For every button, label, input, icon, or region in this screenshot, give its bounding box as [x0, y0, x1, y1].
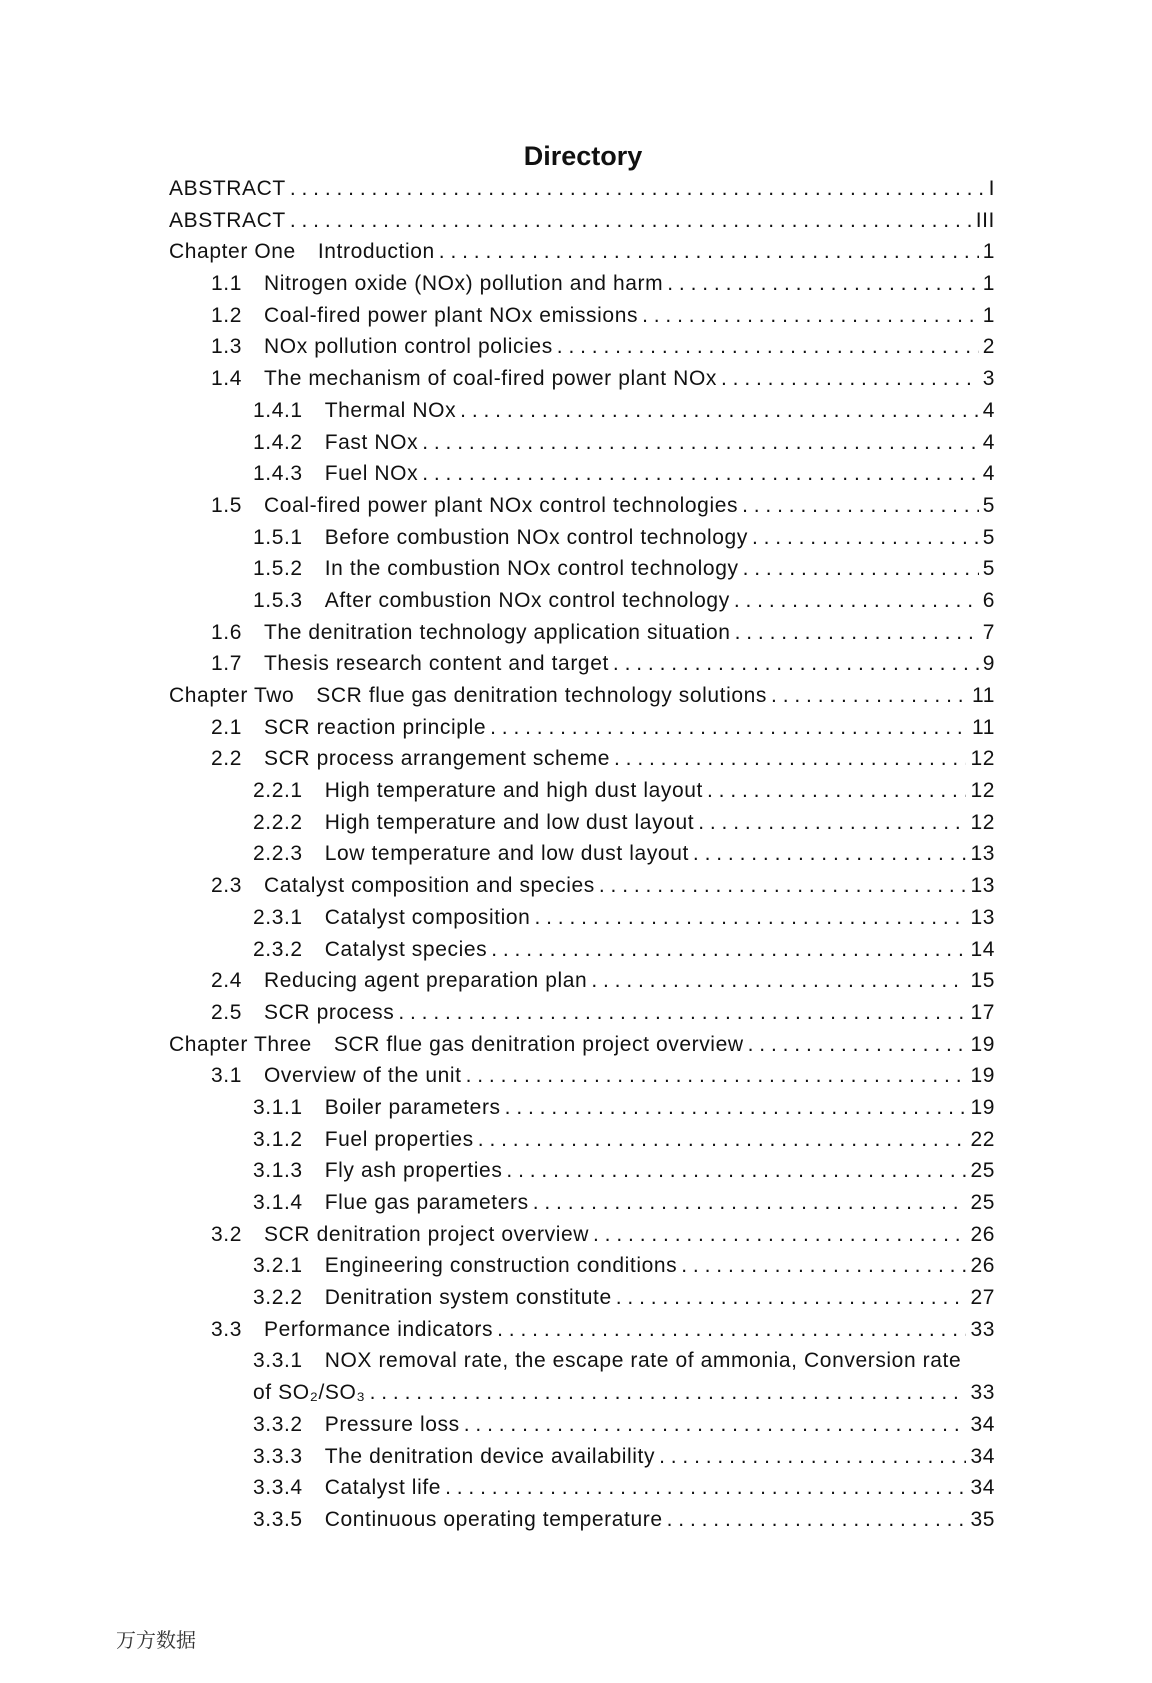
toc-entry[interactable]	[169, 1219, 995, 1251]
toc-entry-number: Chapter Two	[169, 684, 295, 707]
dot-leader	[698, 807, 966, 839]
dot-leader	[591, 965, 966, 997]
toc-entry-title: Fast NOx	[324, 430, 419, 454]
toc-entry[interactable]	[169, 934, 995, 966]
toc-entry-continuation[interactable]	[169, 1377, 995, 1409]
dot-leader	[398, 997, 966, 1029]
toc-entry-number: 3.2.2	[253, 1286, 303, 1310]
toc-entry-number: 3.3	[211, 1317, 242, 1341]
toc-entry[interactable]	[169, 1409, 995, 1441]
toc-entry-page: 5	[982, 557, 995, 581]
toc-entry-title: SCR process	[264, 1000, 395, 1024]
toc-entry-title: Before combustion NOx control technology	[324, 525, 748, 549]
toc-entry-title: Fuel properties	[324, 1127, 474, 1151]
toc-entry[interactable]	[169, 902, 995, 934]
toc-entry-page: 14	[970, 937, 995, 961]
toc-entry-title: Flue gas parameters	[324, 1191, 529, 1214]
toc-entry[interactable]	[169, 1441, 995, 1473]
page-title: Directory	[523, 141, 643, 171]
toc-entry-number: 1.5.3	[253, 588, 303, 612]
toc-entry[interactable]	[169, 1250, 995, 1282]
toc-entry-title: High temperature and low dust layout	[324, 810, 695, 834]
dot-leader	[290, 205, 972, 237]
toc-entry-title: Catalyst composition and species	[264, 874, 595, 898]
toc-entry-number: 1.4	[211, 367, 242, 391]
dot-leader	[748, 1029, 967, 1061]
toc-entry[interactable]	[169, 1314, 995, 1346]
toc-entry[interactable]	[169, 173, 995, 205]
toc-entry-title: Introduction	[317, 240, 435, 264]
dot-leader	[593, 1219, 966, 1251]
toc-entry[interactable]	[169, 553, 995, 585]
toc-entry-number: Chapter Three	[169, 1032, 312, 1056]
toc-entry-title: Coal-fired power plant NOx control technologies	[264, 493, 739, 517]
toc-entry[interactable]	[169, 870, 995, 902]
toc-entry-number: 2.1	[211, 715, 242, 739]
toc-entry[interactable]	[169, 585, 995, 617]
toc-entry[interactable]	[169, 1345, 995, 1377]
toc-entry[interactable]	[169, 743, 995, 775]
dot-leader	[681, 1250, 966, 1282]
toc-entry[interactable]	[169, 522, 995, 554]
dot-leader	[422, 458, 979, 490]
toc-entry-number: 2.2.1	[253, 779, 303, 803]
toc-entry-title: Denitration system constitute	[324, 1286, 612, 1310]
toc-entry-title: SCR denitration project overview	[264, 1222, 590, 1246]
toc-entry[interactable]	[169, 1504, 995, 1536]
toc-entry-page: 4	[982, 462, 995, 486]
toc-entry-number: 2.4	[211, 969, 242, 993]
toc-entry-number: 1.7	[211, 652, 242, 676]
toc-entry-page: 12	[970, 747, 995, 771]
toc-entry[interactable]	[169, 1187, 995, 1219]
dot-leader	[497, 1314, 966, 1346]
toc-entry-title: Thesis research content and target	[264, 652, 609, 676]
toc-entry[interactable]	[169, 997, 995, 1029]
dot-leader	[735, 617, 979, 649]
toc-entry-number: 1.4.2	[253, 430, 303, 454]
toc-entry-title: Reducing agent preparation plan	[264, 969, 588, 993]
toc-entry[interactable]	[169, 617, 995, 649]
toc-entry-number: 2.3.1	[253, 905, 303, 929]
toc-entry-page: 19	[970, 1032, 995, 1056]
toc-entry-number: 3.1.1	[253, 1095, 303, 1119]
dot-leader	[771, 680, 968, 712]
toc-entry-title: NOx pollution control policies	[264, 335, 553, 359]
toc-entry-page: 12	[970, 779, 995, 803]
toc-entry-number: 3.1	[211, 1064, 242, 1088]
toc-entry-page: 33	[970, 1317, 995, 1341]
toc-entry-page: 9	[982, 652, 995, 676]
dot-leader	[721, 363, 979, 395]
toc-entry[interactable]	[169, 1029, 995, 1061]
toc-entry-number: 2.3.2	[253, 937, 303, 961]
toc-entry[interactable]	[169, 775, 995, 807]
toc-entry-number: 3.2	[211, 1222, 242, 1246]
toc-entry-page: 5	[982, 525, 995, 549]
toc-entry-title: The denitration technology application situation	[264, 620, 731, 644]
dot-leader	[613, 648, 979, 680]
dot-leader	[422, 427, 979, 459]
dot-leader	[614, 743, 966, 775]
dot-leader	[599, 870, 967, 902]
toc-entry-page: 4	[982, 430, 995, 454]
toc-entry-page: 25	[970, 1159, 995, 1183]
toc-entry-page: 13	[970, 874, 995, 898]
toc-entry-number: 1.2	[211, 303, 242, 327]
toc-entry-page: 27	[970, 1286, 995, 1310]
toc-entry[interactable]	[169, 395, 995, 427]
toc-entry-page: 34	[970, 1444, 995, 1468]
toc-entry-title: Coal-fired power plant NOx emissions	[264, 303, 639, 327]
dot-leader	[290, 173, 985, 205]
toc-entry-number: 3.2.1	[253, 1254, 303, 1278]
toc-entry-page: 34	[970, 1476, 995, 1500]
toc-entry-page: 22	[970, 1127, 995, 1151]
toc-entry-page: III	[975, 208, 995, 232]
toc-entry-page: 1	[982, 303, 995, 327]
dot-leader	[752, 522, 979, 554]
dot-leader	[743, 553, 979, 585]
toc-entry-page: 4	[982, 398, 995, 422]
toc-entry[interactable]	[169, 268, 995, 300]
toc-entry-page: 13	[970, 842, 995, 866]
toc-entry[interactable]	[169, 458, 995, 490]
toc-entry-page: 19	[970, 1095, 995, 1119]
toc-entry[interactable]	[169, 1124, 995, 1156]
dot-leader	[734, 585, 979, 617]
toc-entry-page: 6	[982, 588, 995, 612]
toc-entry-title: After combustion NOx control technology	[324, 588, 730, 612]
toc-entry-number: 1.5.1	[253, 525, 303, 549]
toc-entry-title: Boiler parameters	[324, 1095, 501, 1119]
toc-entry[interactable]	[169, 1092, 995, 1124]
toc-entry[interactable]	[169, 427, 995, 459]
toc-entry-number: 1.1	[211, 272, 242, 296]
toc-entry-page: 5	[982, 493, 995, 517]
toc-entry[interactable]	[169, 363, 995, 395]
toc-entry-page: 11	[972, 715, 995, 739]
toc-entry[interactable]	[169, 1060, 995, 1092]
toc-entry-number: 3.3.3	[253, 1444, 303, 1468]
toc-entry-page: I	[988, 177, 995, 200]
dot-leader	[534, 902, 966, 934]
toc-entry[interactable]	[169, 1155, 995, 1187]
dot-leader	[742, 490, 979, 522]
toc-entry[interactable]	[169, 236, 995, 268]
toc-entry-page: 7	[982, 620, 995, 644]
toc-entry-page: 25	[970, 1191, 995, 1214]
toc-entry-page: 33	[970, 1381, 995, 1405]
toc-entry-number: 1.4.3	[253, 462, 303, 486]
dot-leader	[478, 1124, 967, 1156]
toc-entry-page: 34	[970, 1412, 995, 1436]
dot-leader	[439, 236, 979, 268]
toc-entry-title: ABSTRACT	[169, 208, 286, 232]
toc-entry-title: NOX removal rate, the escape rate of ammonia, Conversion rate	[324, 1349, 962, 1373]
toc-entry[interactable]	[169, 1282, 995, 1314]
toc-entry-page: 3	[982, 367, 995, 391]
dot-leader	[466, 1060, 967, 1092]
dot-leader	[707, 775, 966, 807]
toc-entry-page: 15	[970, 969, 995, 993]
toc-entry-title: Engineering construction conditions	[324, 1254, 678, 1278]
dot-leader	[491, 934, 966, 966]
footer-watermark: 万方数据	[116, 1628, 196, 1652]
dot-leader	[505, 1092, 967, 1124]
toc-entry-title: Thermal NOx	[324, 398, 457, 422]
toc-entry[interactable]	[169, 331, 995, 363]
toc-entry-number: 3.1.4	[253, 1191, 303, 1214]
toc-entry[interactable]	[169, 648, 995, 680]
toc-entry-number: 2.3	[211, 874, 242, 898]
toc-entry-number: 3.3.5	[253, 1507, 303, 1531]
toc-entry-title: SCR flue gas denitration project overview	[333, 1032, 744, 1056]
toc-entry-title: Low temperature and low dust layout	[324, 842, 689, 866]
toc-entry-title: In the combustion NOx control technology	[324, 557, 739, 581]
toc-entry-number: 1.6	[211, 620, 242, 644]
toc-entry-title: SCR flue gas denitration technology solutions	[316, 684, 768, 707]
toc-entry-title: SCR process arrangement scheme	[264, 747, 610, 771]
toc-entry-page: 1	[982, 240, 995, 264]
toc-entry[interactable]	[169, 807, 995, 839]
toc-entry-number: 2.2	[211, 747, 242, 771]
toc-entry-title: Nitrogen oxide (NOx) pollution and harm	[264, 272, 664, 296]
toc-entry-number: 3.3.1	[253, 1349, 303, 1373]
toc-entry-number: 3.3.2	[253, 1412, 303, 1436]
toc-entry-title: Performance indicators	[264, 1317, 494, 1341]
dot-leader	[667, 268, 978, 300]
dot-leader	[533, 1187, 967, 1219]
dot-leader	[506, 1155, 966, 1187]
toc-entry-title: Fly ash properties	[324, 1159, 503, 1183]
toc-entry-title: Overview of the unit	[264, 1064, 462, 1088]
toc-entry-title: ABSTRACT	[169, 177, 286, 200]
toc-entry-page: 35	[970, 1507, 995, 1531]
dot-leader	[659, 1441, 966, 1473]
toc-entry[interactable]	[169, 712, 995, 744]
dot-leader	[445, 1472, 966, 1504]
toc-entry-page: 19	[970, 1064, 995, 1088]
toc-entry-title: The mechanism of coal-fired power plant NOx	[264, 367, 717, 391]
toc-entry[interactable]	[169, 205, 995, 237]
toc-entry-page: 2	[982, 335, 995, 359]
toc-entry[interactable]	[169, 300, 995, 332]
toc-entry-page: 11	[972, 684, 995, 707]
toc-entry-title: Pressure loss	[324, 1412, 460, 1436]
toc-entry-page: 1	[982, 272, 995, 296]
dot-leader	[667, 1504, 967, 1536]
dot-leader	[693, 838, 967, 870]
toc-entry-page: 12	[970, 810, 995, 834]
dot-leader	[370, 1377, 967, 1409]
dot-leader	[616, 1282, 967, 1314]
toc-entry[interactable]	[169, 965, 995, 997]
toc-entry-title: Catalyst life	[324, 1476, 442, 1500]
toc-entry-number: Chapter One	[169, 240, 296, 264]
toc-entry-number: 3.3.4	[253, 1476, 303, 1500]
toc-entry-page: 26	[970, 1254, 995, 1278]
table-of-contents	[169, 173, 995, 1536]
toc-entry-page: 13	[970, 905, 995, 929]
toc-entry-number: 1.4.1	[253, 398, 303, 422]
toc-entry-title: Continuous operating temperature	[324, 1507, 663, 1531]
toc-entry-page: 26	[970, 1222, 995, 1246]
toc-entry-title-continued: of SO₂/SO₃	[253, 1381, 366, 1405]
toc-entry-title: High temperature and high dust layout	[324, 779, 703, 803]
dot-leader	[642, 300, 979, 332]
toc-entry[interactable]	[169, 838, 995, 870]
toc-entry-page: 17	[970, 1000, 995, 1024]
toc-entry-number: 2.2.3	[253, 842, 303, 866]
dot-leader	[464, 1409, 967, 1441]
toc-entry-number: 3.1.2	[253, 1127, 303, 1151]
toc-entry-title: SCR reaction principle	[264, 715, 487, 739]
dot-leader	[490, 712, 968, 744]
dot-leader	[460, 395, 979, 427]
toc-entry-number: 2.2.2	[253, 810, 303, 834]
toc-entry-title: Catalyst species	[324, 937, 488, 961]
toc-entry-title: Catalyst composition	[324, 905, 531, 929]
dot-leader	[557, 331, 979, 363]
toc-entry-title: The denitration device availability	[324, 1444, 656, 1468]
toc-entry[interactable]	[169, 490, 995, 522]
toc-entry-number: 3.1.3	[253, 1159, 303, 1183]
toc-entry-number: 2.5	[211, 1000, 242, 1024]
toc-entry-title: Fuel NOx	[324, 462, 419, 486]
toc-entry-number: 1.5.2	[253, 557, 303, 581]
toc-entry-number: 1.3	[211, 335, 242, 359]
toc-entry[interactable]	[169, 680, 995, 712]
toc-entry-number: 1.5	[211, 493, 242, 517]
toc-entry[interactable]	[169, 1472, 995, 1504]
